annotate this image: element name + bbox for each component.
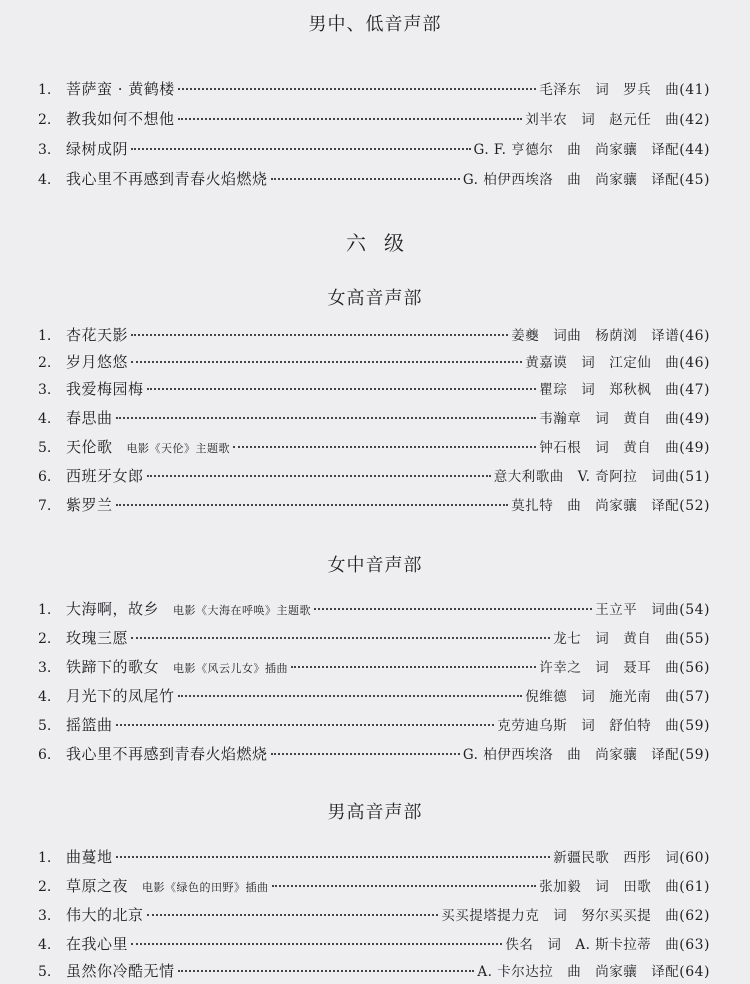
entry-number: 5. [38, 964, 52, 980]
entry-title: 紫罗兰 [66, 496, 113, 514]
toc-entry [38, 168, 710, 192]
entry-page: (46) [679, 355, 710, 371]
entry-title: 春思曲 [66, 409, 113, 427]
entry-page: (42) [679, 112, 710, 128]
entry-page: (64) [679, 964, 710, 980]
entry-title: 月光下的凤尾竹 [66, 687, 175, 705]
entry-credits: 刘半农 词 赵元任 曲 [525, 112, 680, 128]
dot-leader [131, 637, 550, 639]
entry-page: (63) [679, 937, 710, 953]
entry-credits: 佚名 词 A. 斯卡拉蒂 曲 [505, 937, 680, 953]
toc-entry [38, 494, 710, 518]
entry-title: 铁蹄下的歌女 [66, 658, 160, 676]
toc-entry [38, 846, 710, 870]
toc-entry [38, 656, 710, 680]
entry-page: (54) [679, 602, 710, 618]
toc-entry [38, 743, 710, 767]
entry-page: (45) [679, 172, 710, 188]
entry-credits: G. F. 亨德尔 曲 尚家骧 译配 [473, 142, 680, 158]
entry-page: (56) [679, 660, 710, 676]
dot-leader [131, 361, 522, 363]
entry-credits: 倪维德 词 施光南 曲 [525, 689, 680, 705]
entry-credits: 龙七 词 黄自 曲 [553, 631, 680, 647]
entry-number: 6. [38, 747, 52, 763]
toc-entry [38, 627, 710, 651]
entry-credits: 姜夔 词曲 杨荫浏 译谱 [511, 328, 680, 344]
entry-title: 教我如何不想他 [66, 110, 175, 128]
toc-entry [38, 407, 710, 431]
entry-title: 大海啊，故乡 [66, 600, 160, 618]
entry-number: 6. [38, 469, 52, 485]
entry-credits: 许幸之 词 聂耳 曲 [539, 660, 680, 676]
entry-number: 1. [38, 602, 52, 618]
entry-page: (51) [679, 469, 710, 485]
dot-leader [131, 334, 508, 336]
toc-entry [38, 933, 710, 957]
grade-heading: 六级 [346, 231, 422, 255]
entry-number: 2. [38, 355, 52, 371]
toc-entry [38, 436, 710, 460]
dot-leader [116, 856, 551, 858]
entry-number: 3. [38, 382, 52, 398]
dot-leader [147, 914, 439, 916]
entry-title: 曲蔓地 [66, 848, 113, 866]
dot-leader [233, 446, 536, 448]
entry-title: 我爱梅园梅 [66, 380, 144, 398]
entry-number: 1. [38, 328, 52, 344]
entry-number: 7. [38, 498, 52, 514]
dot-leader [116, 504, 509, 506]
toc-entry [38, 78, 710, 102]
entry-number: 2. [38, 112, 52, 128]
entry-number: 5. [38, 718, 52, 734]
entry-page: (62) [679, 908, 710, 924]
entry-number: 4. [38, 172, 52, 188]
entry-page: (61) [679, 879, 710, 895]
toc-entry [38, 465, 710, 489]
dot-leader [272, 885, 537, 887]
entry-title: 玫瑰三愿 [66, 629, 129, 647]
dot-leader [291, 666, 536, 668]
entry-title: 绿树成阴 [66, 140, 129, 158]
entry-title: 天伦歌 [66, 438, 113, 456]
toc-entry [38, 714, 710, 738]
entry-page: (57) [679, 689, 710, 705]
entry-title: 杏花天影 [66, 326, 129, 344]
entry-credits: 毛泽东 词 罗兵 曲 [539, 82, 680, 98]
dot-leader [178, 695, 523, 697]
toc-entry [38, 108, 710, 132]
entry-credits: 瞿琮 词 郑秋枫 曲 [539, 382, 680, 398]
entry-number: 4. [38, 411, 52, 427]
entry-note: 电影《风云儿女》插曲 [173, 662, 289, 675]
dot-leader [178, 118, 523, 120]
entry-credits: 克劳迪乌斯 词 舒伯特 曲 [497, 718, 680, 734]
entry-credits: 黄嘉谟 词 江定仙 曲 [525, 355, 680, 371]
entry-number: 5. [38, 440, 52, 456]
entry-title: 我心里不再感到青春火焰燃烧 [66, 170, 268, 188]
entry-title: 摇篮曲 [66, 716, 113, 734]
entry-page: (41) [679, 82, 710, 98]
entry-page: (59) [679, 718, 710, 734]
entry-page: (44) [679, 142, 710, 158]
section-heading: 女中音声部 [327, 555, 423, 576]
entry-number: 1. [38, 82, 52, 98]
toc-entry [38, 378, 710, 402]
entry-page: (60) [679, 850, 710, 866]
entry-title: 我心里不再感到青春火焰燃烧 [66, 745, 268, 763]
dot-leader [178, 970, 475, 972]
entry-title: 岁月悠悠 [66, 353, 129, 371]
entry-credits: 新疆民歌 西彤 词 [553, 850, 680, 866]
toc-entry [38, 138, 710, 162]
entry-note: 电影《大海在呼唤》主题歌 [173, 604, 312, 617]
entry-credits: 韦瀚章 词 黄自 曲 [539, 411, 680, 427]
entry-credits: G. 柏伊西埃洛 曲 尚家骧 译配 [462, 747, 680, 763]
entry-title: 在我心里 [66, 935, 129, 953]
toc-entry [38, 351, 710, 375]
entry-number: 3. [38, 908, 52, 924]
entry-title: 虽然你冷酷无情 [66, 962, 175, 980]
dot-leader [131, 943, 502, 945]
toc-entry [38, 960, 710, 984]
entry-note: 电影《天伦》主题歌 [126, 442, 231, 455]
toc-entry [38, 324, 710, 348]
entry-credits: A. 卡尔达拉 曲 尚家骧 译配 [477, 964, 680, 980]
section-heading: 男高音声部 [327, 802, 423, 823]
entry-number: 2. [38, 631, 52, 647]
dot-leader [116, 724, 495, 726]
entry-credits: 买买提塔提力克 词 努尔买买提 曲 [441, 908, 680, 924]
dot-leader [178, 88, 536, 90]
section-heading: 女高音声部 [327, 288, 423, 309]
entry-title: 草原之夜 [66, 877, 129, 895]
entry-credits: 张加毅 词 田歌 曲 [539, 879, 680, 895]
entry-number: 3. [38, 142, 52, 158]
entry-page: (49) [679, 440, 710, 456]
entry-page: (47) [679, 382, 710, 398]
entry-number: 3. [38, 660, 52, 676]
toc-entry [38, 904, 710, 928]
entry-credits: 钟石根 词 黄自 曲 [539, 440, 680, 456]
dot-leader [314, 608, 592, 610]
section-heading: 男中、低音声部 [308, 14, 442, 35]
entry-title: 菩萨蛮 · 黄鹤楼 [66, 80, 175, 98]
entry-title: 西班牙女郎 [66, 467, 144, 485]
toc-entry [38, 685, 710, 709]
dot-leader [116, 417, 537, 419]
entry-number: 2. [38, 879, 52, 895]
entry-credits: 意大利歌曲 V. 奇阿拉 词曲 [493, 469, 680, 485]
entry-title: 伟大的北京 [66, 906, 144, 924]
entry-number: 1. [38, 850, 52, 866]
entry-page: (59) [679, 747, 710, 763]
toc-entry [38, 598, 710, 622]
entry-number: 4. [38, 689, 52, 705]
entry-page: (49) [679, 411, 710, 427]
entry-page: (52) [679, 498, 710, 514]
entry-number: 4. [38, 937, 52, 953]
toc-entry [38, 875, 710, 899]
dot-leader [271, 178, 460, 180]
entry-note: 电影《绿色的田野》插曲 [142, 881, 269, 894]
dot-leader [147, 475, 491, 477]
entry-credits: G. 柏伊西埃洛 曲 尚家骧 译配 [462, 172, 680, 188]
entry-page: (46) [679, 328, 710, 344]
dot-leader [271, 753, 460, 755]
entry-credits: 莫扎特 曲 尚家骧 译配 [511, 498, 680, 514]
entry-credits: 王立平 词曲 [595, 602, 680, 618]
dot-leader [131, 148, 471, 150]
entry-page: (55) [679, 631, 710, 647]
dot-leader [147, 388, 537, 390]
